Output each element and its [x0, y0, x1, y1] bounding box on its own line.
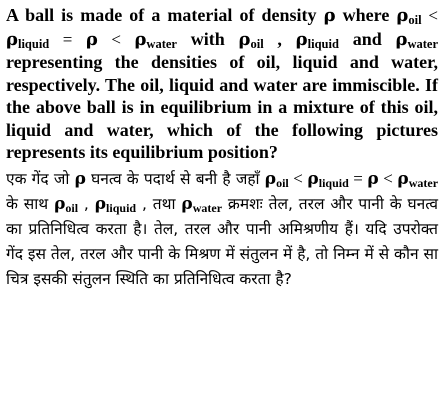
- subscript-water: water: [192, 200, 223, 215]
- comma: ,: [78, 194, 95, 213]
- subscript-liquid: liquid: [307, 36, 339, 51]
- rho-symbol: ρ: [54, 193, 66, 214]
- subscript-water: water: [407, 36, 438, 51]
- rho-symbol: ρ: [181, 193, 193, 214]
- subscript-oil: oil: [408, 13, 422, 27]
- less-than-sign: <: [421, 6, 438, 25]
- less-than-sign: <: [97, 29, 135, 49]
- subscript-oil: oil: [250, 36, 264, 51]
- rho-symbol: ρ: [134, 28, 147, 50]
- rho-symbol: ρ: [295, 28, 308, 50]
- rho-symbol: ρ: [94, 193, 107, 214]
- rho-symbol: ρ: [238, 28, 251, 50]
- subscript-liquid: liquid: [106, 200, 137, 215]
- rho-symbol: ρ: [323, 5, 336, 26]
- subscript-oil: oil: [65, 200, 79, 215]
- rho-symbol: ρ: [395, 28, 408, 50]
- hi-text-1: एक गेंद जो: [6, 169, 75, 188]
- rho-symbol: ρ: [307, 168, 319, 189]
- rho-symbol: ρ: [6, 28, 18, 50]
- equals-sign: =: [348, 168, 368, 188]
- rho-symbol: ρ: [85, 28, 98, 50]
- tatha-word: , तथा: [136, 194, 182, 213]
- and-word: and: [338, 28, 396, 49]
- rho-symbol: ρ: [74, 168, 86, 189]
- hindi-question: [6, 166, 438, 292]
- rho-symbol: ρ: [264, 168, 277, 189]
- en-text-1: A ball is made of a material of density: [6, 5, 324, 25]
- subscript-liquid: liquid: [17, 36, 50, 51]
- hi-text-3: के साथ: [6, 194, 55, 213]
- hi-text-2: घनत्व के पदार्थ से बनी है जहाँ: [85, 169, 265, 188]
- subscript-liquid: liquid: [318, 175, 349, 190]
- en-text-2: where: [335, 5, 397, 25]
- equals-sign: =: [49, 29, 86, 49]
- less-than-sign: <: [378, 168, 398, 188]
- less-than-sign: <: [288, 168, 308, 188]
- en-text-3: with: [176, 28, 239, 49]
- en-text-4: representing the densities of oil, liquid and water, respectively. The oil, liquid and water are immiscible. If the above ball is in equilibrium in a mixture of this oil, liquid and water, which of the following pictures represents its equilibrium position?: [6, 52, 438, 162]
- hi-text-4: क्रमशः तेल, तरल और पानी के घनत्व का प्रतिनिधित्व करता है। तेल, तरल और पानी अमिश्रणीय हैं। यदि उपरोक्त गेंद इस तेल, तरल और पानी के मिश्रण में संतुलन में है, तो निम्न में से कौन सा चित्र इसकी संतुलन स्थिति का प्रतिनिधित्व करता है?: [6, 194, 439, 288]
- rho-symbol: ρ: [367, 168, 379, 189]
- comma: ,: [263, 28, 296, 49]
- subscript-oil: oil: [276, 175, 289, 190]
- rho-symbol: ρ: [397, 168, 409, 189]
- english-question: [6, 4, 438, 164]
- rho-symbol: ρ: [396, 5, 409, 26]
- subscript-water: water: [408, 175, 439, 190]
- subscript-water: water: [146, 36, 177, 51]
